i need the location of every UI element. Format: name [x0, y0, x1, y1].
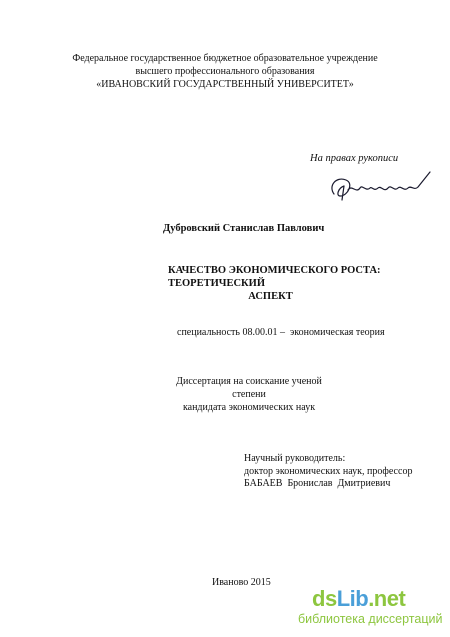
- dslib-logo: [312, 586, 405, 612]
- degree-line-1: Диссертация на соискание ученой степени: [176, 376, 322, 400]
- degree-line-2: кандидата экономических наук: [182, 402, 316, 413]
- watermark-subtitle: библиотека диссертаций: [298, 612, 443, 626]
- rights-note: На правах рукописи: [310, 153, 399, 164]
- supervisor-name: БАБАЕВ Бронислав Дмитриевич: [244, 478, 391, 489]
- specialty: специальность 08.00.01 – экономическая теория: [177, 327, 385, 338]
- author-name: Дубровский Станислав Павлович: [163, 223, 325, 234]
- supervisor-degree: доктор экономических наук, профессор: [244, 465, 413, 477]
- institution-line-2: высшего профессионального образования: [135, 66, 315, 77]
- supervisor-block: [244, 453, 412, 491]
- institution-line-1: Федеральное государственное бюджетное образовательное учреждение: [72, 53, 378, 64]
- title-line-2: АСПЕКТ: [248, 291, 293, 302]
- institution-line-3: «ИВАНОВСКИЙ ГОСУДАРСТВЕННЫЙ УНИВЕРСИТЕТ»: [96, 79, 354, 90]
- place-year: Иваново 2015: [212, 577, 271, 588]
- title-line-1: КАЧЕСТВО ЭКОНОМИЧЕСКОГО РОСТА: ТЕОРЕТИЧЕСКИЙ: [168, 265, 381, 289]
- institution-header: [0, 52, 450, 91]
- logo-part-ds: ds: [312, 586, 337, 611]
- handwritten-signature: [326, 166, 436, 208]
- supervisor-label: Научный руководитель:: [244, 453, 346, 464]
- dissertation-title: [168, 264, 413, 303]
- logo-part-lib: Lib: [336, 586, 369, 611]
- logo-part-net: .net: [368, 586, 406, 611]
- dslib-watermark[interactable]: [298, 586, 448, 634]
- dissertation-degree: [160, 375, 338, 414]
